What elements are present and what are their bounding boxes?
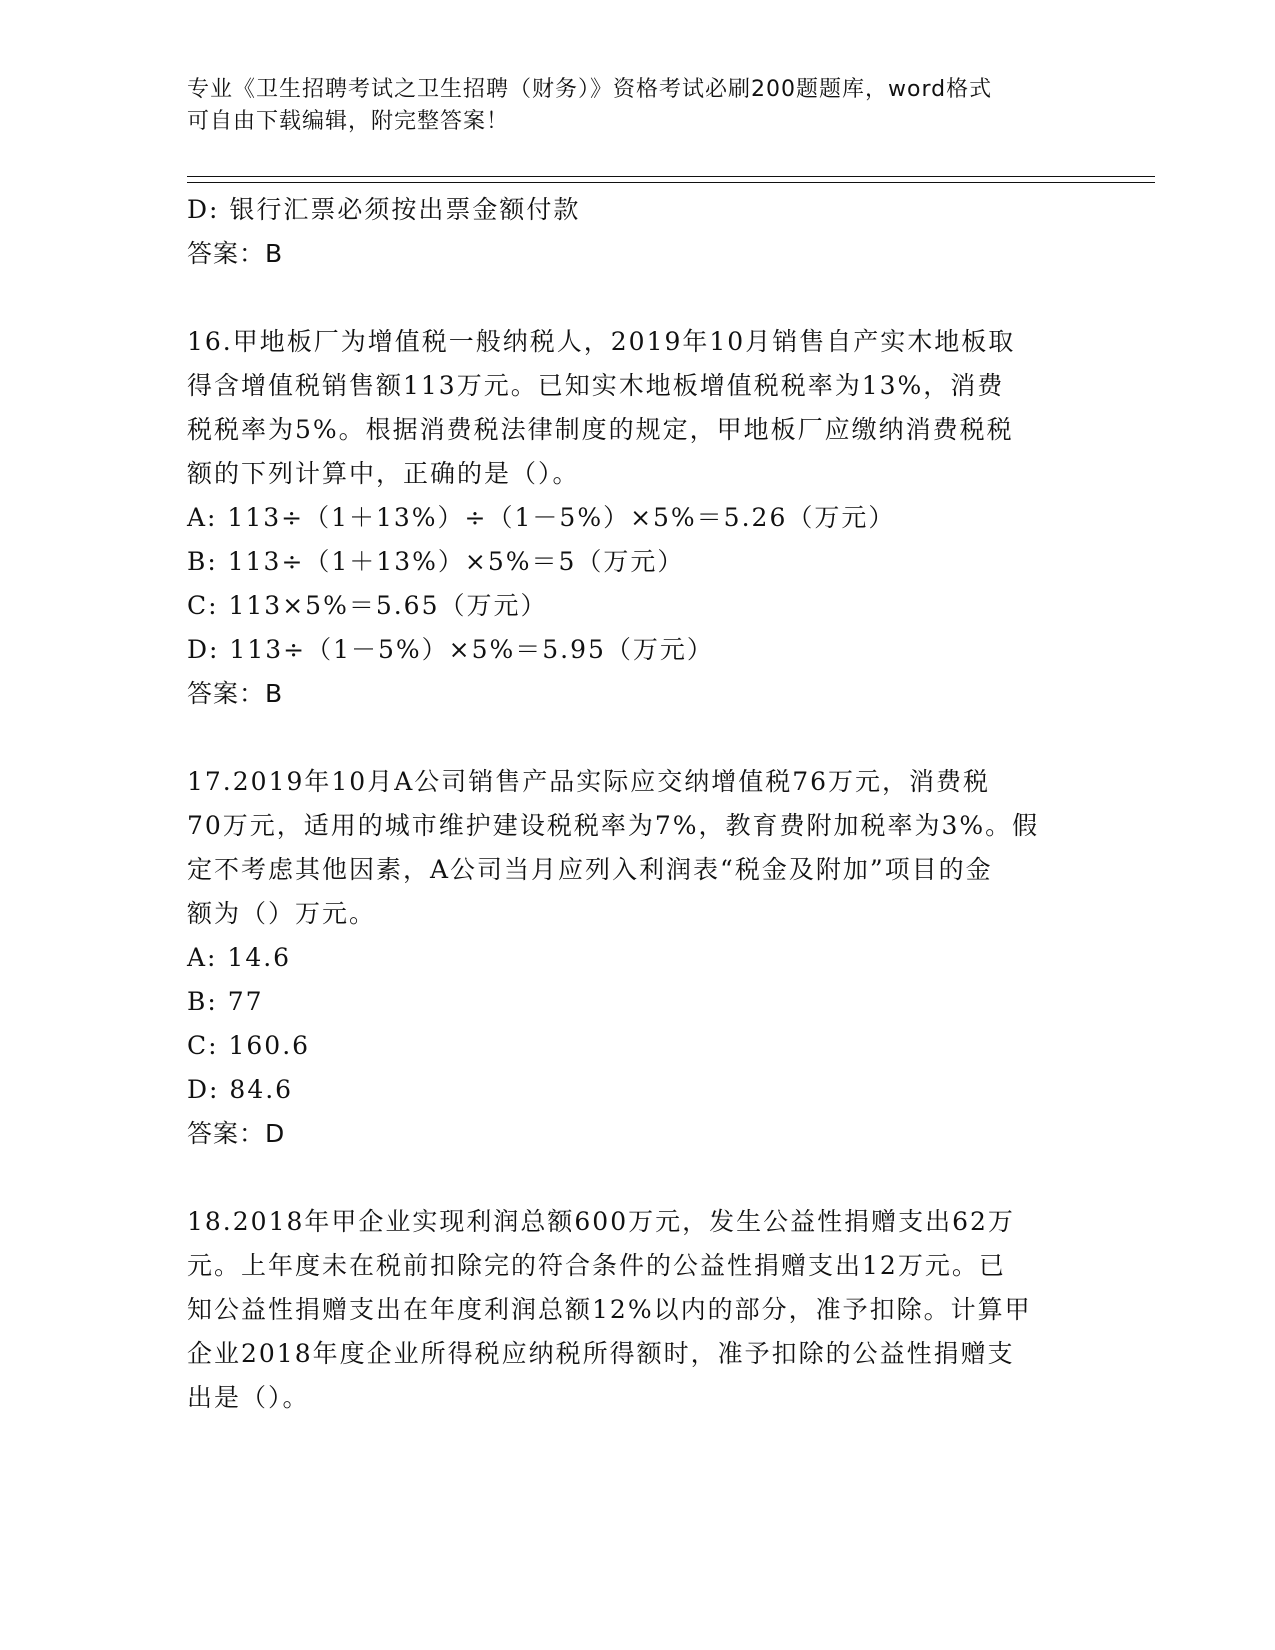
question-18-stem-line: 18.2018年甲企业实现利润总额600万元，发生公益性捐赠支出62万 (187, 1207, 1015, 1236)
question-17-answer: 答案：D (187, 1119, 286, 1148)
question-16-option-c: C: 113×5%＝5.65（万元） (187, 591, 548, 620)
header-divider-top (187, 176, 1155, 177)
header-divider-bottom (187, 182, 1155, 183)
question-17-stem-line: 17.2019年10月A公司销售产品实际应交纳增值税76万元，消费税 (187, 767, 991, 796)
question-spacer (187, 1156, 1087, 1200)
question-17 (187, 760, 1087, 1156)
header-line-1: 专业《卫生招聘考试之卫生招聘（财务）》资格考试必刷200题题库，word格式 (187, 77, 993, 102)
question-17-option-c: C: 160.6 (187, 1031, 311, 1060)
question-16 (187, 320, 1087, 716)
question-18-stem-line: 知公益性捐赠支出在年度利润总额12%以内的部分，准予扣除。计算甲 (187, 1295, 1032, 1324)
question-17-stem-line: 70万元，适用的城市维护建设税税率为7%，教育费附加税率为3%。假 (187, 811, 1040, 840)
question-18 (187, 1200, 1087, 1420)
document-body (187, 188, 1087, 1420)
question-16-stem-line: 得含增值税销售额113万元。已知实木地板增值税税率为13%，消费 (187, 371, 1005, 400)
question-16-stem-line: 税税率为5%。根据消费税法律制度的规定，甲地板厂应缴纳消费税税 (187, 415, 1014, 444)
question-16-stem-line: 额的下列计算中，正确的是（）。 (187, 459, 580, 488)
question-18-stem-line: 元。上年度未在税前扣除完的符合条件的公益性捐赠支出12万元。已 (187, 1251, 1006, 1280)
prev-option-d: D: 银行汇票必须按出票金额付款 (187, 195, 581, 224)
question-16-stem-line: 16.甲地板厂为增值税一般纳税人，2019年10月销售自产实木地板取 (187, 327, 1016, 356)
question-17-stem-line: 额为（）万元。 (187, 899, 377, 928)
question-16-option-a: A: 113÷（1＋13%）÷（1－5%）×5%＝5.26（万元） (187, 503, 896, 532)
question-17-stem-line: 定不考虑其他因素，A公司当月应列入利润表“税金及附加”项目的金 (187, 855, 993, 884)
question-17-option-b: B: 77 (187, 987, 264, 1016)
question-18-stem-line: 企业2018年度企业所得税应纳税所得额时，准予扣除的公益性捐赠支 (187, 1339, 1015, 1368)
question-18-stem-line: 出是（）。 (187, 1383, 310, 1412)
question-17-option-d: D: 84.6 (187, 1075, 294, 1104)
question-spacer (187, 276, 1087, 320)
question-16-option-b: B: 113÷（1＋13%）×5%＝5（万元） (187, 547, 685, 576)
question-spacer (187, 716, 1087, 760)
document-header (187, 74, 1067, 138)
header-line-2: 可自由下载编辑，附完整答案！ (187, 109, 510, 134)
question-16-option-d: D: 113÷（1－5%）×5%＝5.95（万元） (187, 635, 714, 664)
question-17-option-a: A: 14.6 (187, 943, 292, 972)
prev-answer: 答案：B (187, 239, 284, 268)
question-16-answer: 答案：B (187, 679, 284, 708)
